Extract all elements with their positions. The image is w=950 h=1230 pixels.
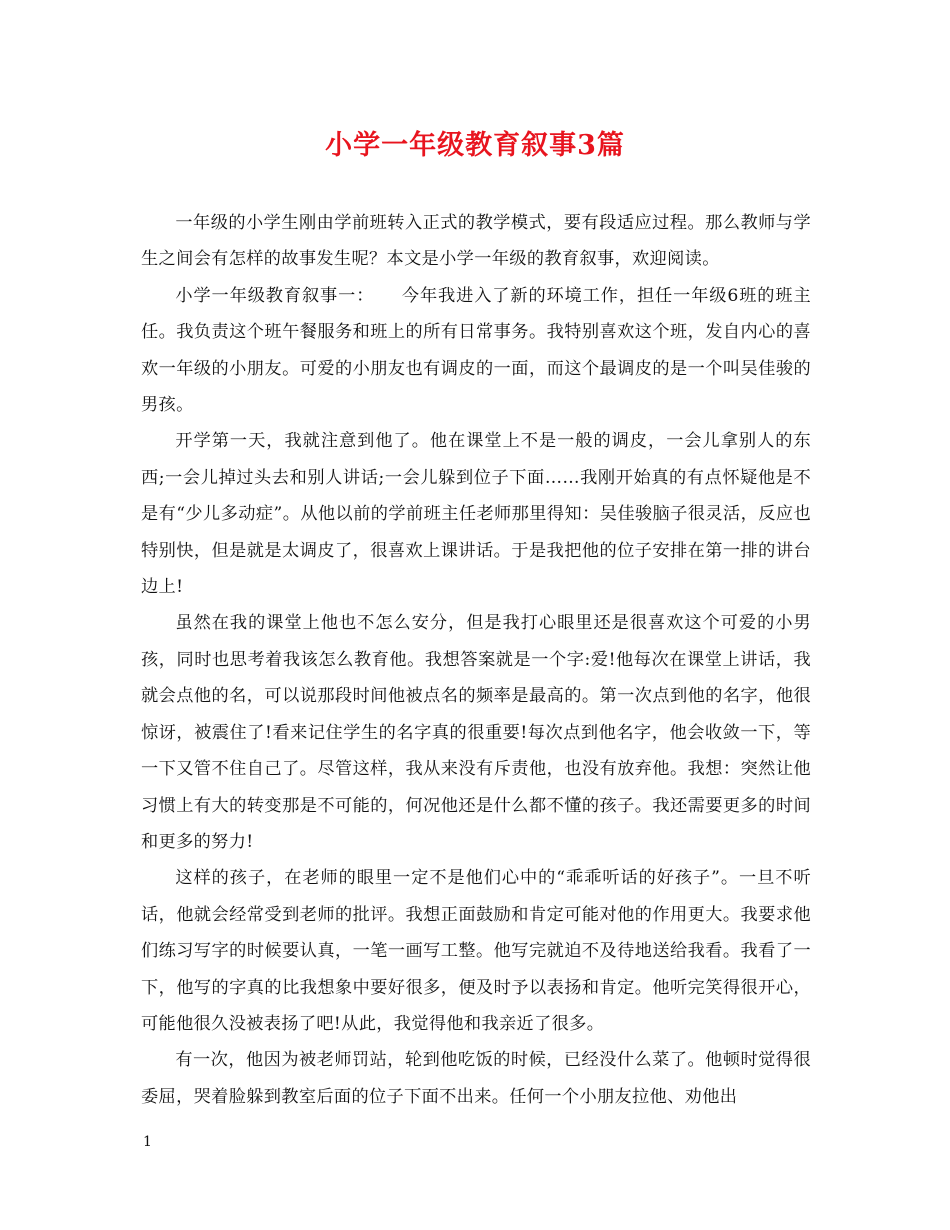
paragraph-first-day: 开学第一天，我就注意到他了。他在课堂上不是一般的调皮，一会儿拿别人的东西;一会儿掉过头去和别人讲话;一会儿躲到位子下面……我刚开始真的有点怀疑他是不是有“少儿多动症”。从他以前的学前班主任老师那里得知：吴佳骏脑子很灵活，反应也特别快，但是就是太调皮了，很喜欢上课讲话。于是我把他的位子安排在第一排的讲台边上!	[141, 431, 811, 598]
page-number: 1	[143, 1134, 152, 1150]
paragraph-lunch-incident: 有一次，他因为被老师罚站，轮到他吃饭的时候，已经没什么菜了。他顿时觉得很委屈，哭着脸躲到教室后面的位子下面不出来。任何一个小朋友拉他、劝他出	[141, 1050, 811, 1107]
document-title: 小学一年级教育叙事3篇	[325, 130, 625, 161]
paragraph-narrative-one-start: 小学一年级教育叙事一： 今年我进入了新的环境工作，担任一年级6班的班主任。我负责这个班午餐服务和班上的所有日常事务。我特别喜欢这个班，发自内心的喜欢一年级的小朋友。可爱的小朋友也有调皮的一面，而这个最调皮的是一个叫吴佳骏的男孩。	[141, 285, 811, 416]
paragraph-classroom: 虽然在我的课堂上他也不怎么安分，但是我打心眼里还是很喜欢这个可爱的小男孩，同时也思考着我该怎么教育他。我想答案就是一个字:爱!他每次在课堂上讲话，我就会点他的名，可以说那段时间他被点名的频率是最高的。第一次点到他的名字，他很惊讶，被震住了!看来记住学生的名字真的很重要!每次点到他名字，他会收敛一下，等一下又管不住自己了。尽管这样，我从来没有斥责他，也没有放弃他。我想：突然让他习惯上有大的转变那是不可能的，何况他还是什么都不懂的孩子。我还需要更多的时间和更多的努力!	[141, 613, 811, 852]
paragraph-intro: 一年级的小学生刚由学前班转入正式的教学模式，要有段适应过程。那么教师与学生之间会有怎样的故事发生呢？本文是小学一年级的教育叙事，欢迎阅读。	[141, 213, 811, 270]
document-body	[141, 205, 811, 1115]
paragraph-encouragement: 这样的孩子，在老师的眼里一定不是他们心中的“乖乖听话的好孩子”。一旦不听话，他就会经常受到老师的批评。我想正面鼓励和肯定可能对他的作用更大。我要求他们练习写字的时候要认真，一笔一画写工整。他写完就迫不及待地送给我看。我看了一下，他写的字真的比我想象中要好很多，便及时予以表扬和肯定。他听完笑得很开心，可能他很久没被表扬了吧!从此，我觉得他和我亲近了很多。	[141, 868, 811, 1034]
